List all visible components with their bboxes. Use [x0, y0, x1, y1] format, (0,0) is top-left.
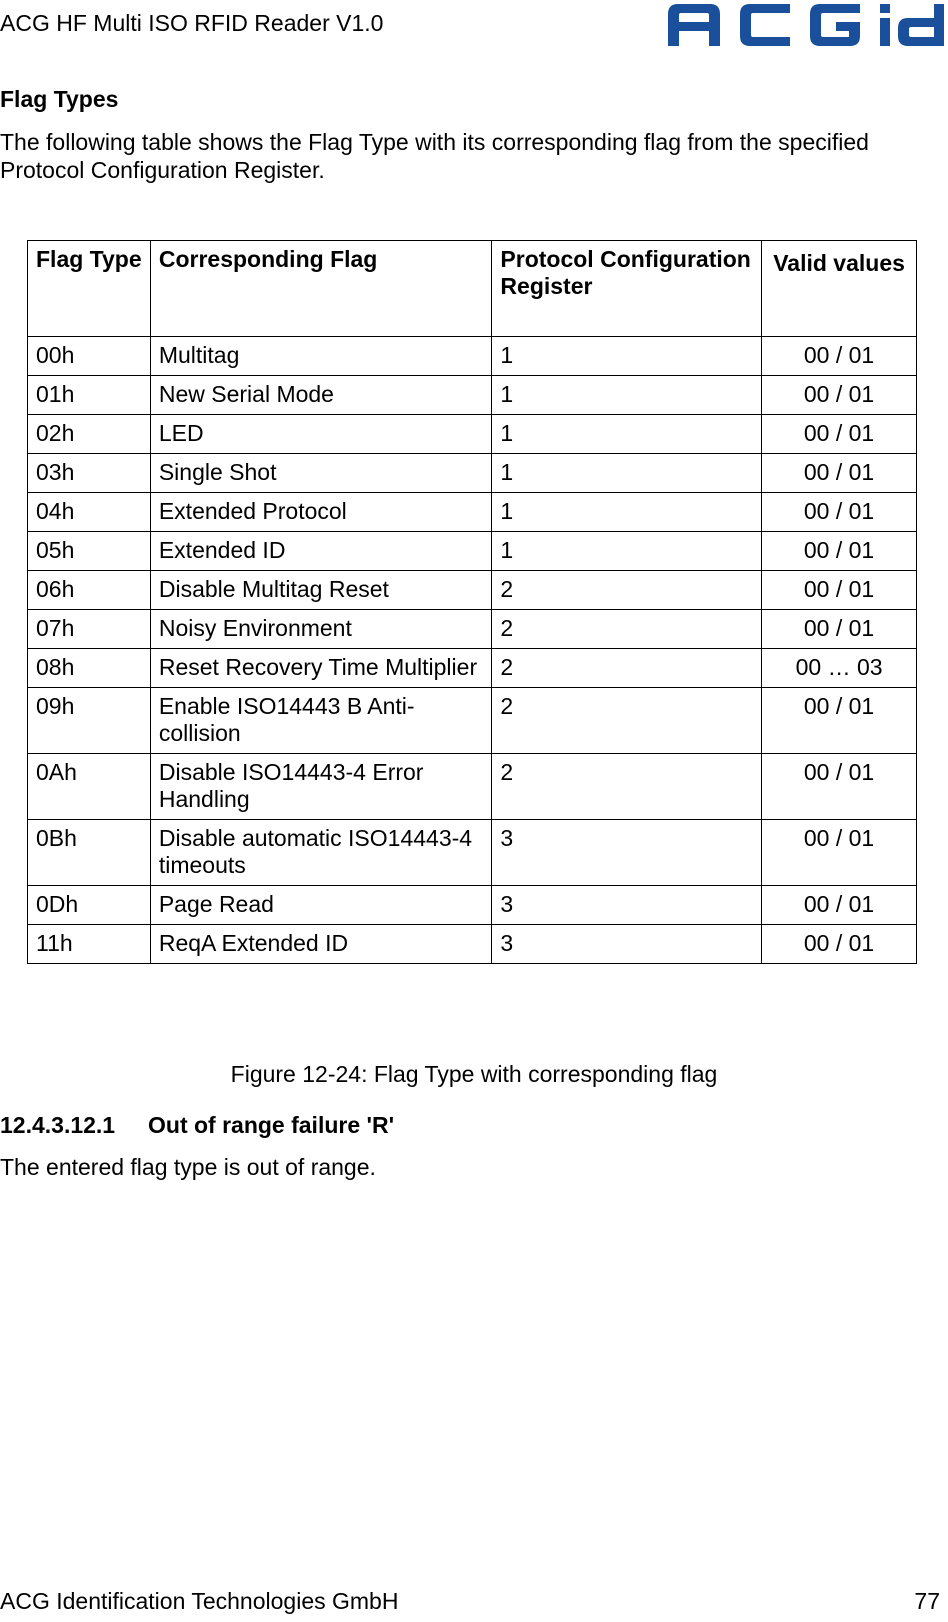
cell-register: 1 — [492, 337, 762, 376]
page-number: 77 — [914, 1588, 940, 1614]
cell-register: 2 — [492, 649, 762, 688]
cell-valid-values: 00 / 01 — [762, 571, 917, 610]
cell-flag-type: 07h — [28, 610, 151, 649]
table-header-row — [28, 241, 917, 337]
table-row — [28, 532, 917, 571]
header-protocol-config-register: Protocol Configuration Register — [492, 241, 762, 337]
cell-register: 2 — [492, 610, 762, 649]
intro-paragraph: The following table shows the Flag Type with its corresponding flag from the specified Protocol Configuration Register. — [0, 129, 869, 183]
cell-valid-values: 00 / 01 — [762, 532, 917, 571]
cell-register: 1 — [492, 532, 762, 571]
cell-corresponding-flag: New Serial Mode — [150, 376, 492, 415]
document-header-title: ACG HF Multi ISO RFID Reader V1.0 — [0, 10, 384, 36]
cell-flag-type: 02h — [28, 415, 151, 454]
cell-flag-type: 06h — [28, 571, 151, 610]
cell-register: 1 — [492, 493, 762, 532]
table-row — [28, 925, 917, 964]
table-row — [28, 337, 917, 376]
table-row — [28, 754, 917, 820]
cell-corresponding-flag: Disable automatic ISO14443-4 timeouts — [150, 820, 492, 886]
table-row — [28, 649, 917, 688]
cell-register: 3 — [492, 925, 762, 964]
cell-valid-values: 00 / 01 — [762, 925, 917, 964]
table-row — [28, 415, 917, 454]
figure-caption: Figure 12-24: Flag Type with corresponding flag — [230, 1061, 718, 1087]
cell-flag-type: 03h — [28, 454, 151, 493]
cell-valid-values: 00 / 01 — [762, 754, 917, 820]
footer-company: ACG Identification Technologies GmbH — [0, 1588, 399, 1614]
cell-valid-values: 00 / 01 — [762, 886, 917, 925]
cell-register: 3 — [492, 886, 762, 925]
flag-type-table — [27, 240, 917, 964]
cell-register: 1 — [492, 415, 762, 454]
header-corresponding-flag: Corresponding Flag — [150, 241, 492, 337]
table-row — [28, 820, 917, 886]
cell-corresponding-flag: ReqA Extended ID — [150, 925, 492, 964]
table-row — [28, 688, 917, 754]
cell-valid-values: 00 / 01 — [762, 610, 917, 649]
cell-corresponding-flag: Multitag — [150, 337, 492, 376]
cell-flag-type: 0Bh — [28, 820, 151, 886]
cell-register: 1 — [492, 454, 762, 493]
cell-flag-type: 00h — [28, 337, 151, 376]
cell-flag-type: 05h — [28, 532, 151, 571]
cell-register: 2 — [492, 571, 762, 610]
cell-corresponding-flag: Reset Recovery Time Multiplier — [150, 649, 492, 688]
acg-id-logo — [664, 0, 948, 52]
cell-flag-type: 08h — [28, 649, 151, 688]
table-row — [28, 610, 917, 649]
cell-corresponding-flag: LED — [150, 415, 492, 454]
cell-valid-values: 00 / 01 — [762, 493, 917, 532]
cell-flag-type: 01h — [28, 376, 151, 415]
cell-flag-type: 09h — [28, 688, 151, 754]
cell-register: 2 — [492, 754, 762, 820]
cell-corresponding-flag: Enable ISO14443 B Anti-collision — [150, 688, 492, 754]
cell-corresponding-flag: Noisy Environment — [150, 610, 492, 649]
cell-flag-type: 04h — [28, 493, 151, 532]
subsection-title: Out of range failure 'R' — [148, 1112, 395, 1138]
cell-flag-type: 11h — [28, 925, 151, 964]
cell-valid-values: 00 … 03 — [762, 649, 917, 688]
table-row — [28, 571, 917, 610]
subsection-number: 12.4.3.12.1 — [0, 1112, 116, 1138]
table-row — [28, 493, 917, 532]
subsection-text: The entered flag type is out of range. — [0, 1154, 376, 1180]
subsection-heading — [0, 1112, 394, 1139]
cell-corresponding-flag: Disable Multitag Reset — [150, 571, 492, 610]
cell-valid-values: 00 / 01 — [762, 376, 917, 415]
cell-valid-values: 00 / 01 — [762, 415, 917, 454]
cell-corresponding-flag: Extended Protocol — [150, 493, 492, 532]
header-flag-type: Flag Type — [28, 241, 151, 337]
cell-valid-values: 00 / 01 — [762, 337, 917, 376]
table-row — [28, 454, 917, 493]
cell-register: 2 — [492, 688, 762, 754]
cell-valid-values: 00 / 01 — [762, 454, 917, 493]
section-title: Flag Types — [0, 86, 119, 112]
cell-flag-type: 0Dh — [28, 886, 151, 925]
cell-valid-values: 00 / 01 — [762, 820, 917, 886]
cell-corresponding-flag: Page Read — [150, 886, 492, 925]
table-row — [28, 886, 917, 925]
cell-valid-values: 00 / 01 — [762, 688, 917, 754]
cell-register: 1 — [492, 376, 762, 415]
header-valid-values: Valid values — [762, 241, 917, 337]
cell-corresponding-flag: Extended ID — [150, 532, 492, 571]
table-row — [28, 376, 917, 415]
cell-corresponding-flag: Disable ISO14443-4 Error Handling — [150, 754, 492, 820]
cell-corresponding-flag: Single Shot — [150, 454, 492, 493]
cell-register: 3 — [492, 820, 762, 886]
cell-flag-type: 0Ah — [28, 754, 151, 820]
